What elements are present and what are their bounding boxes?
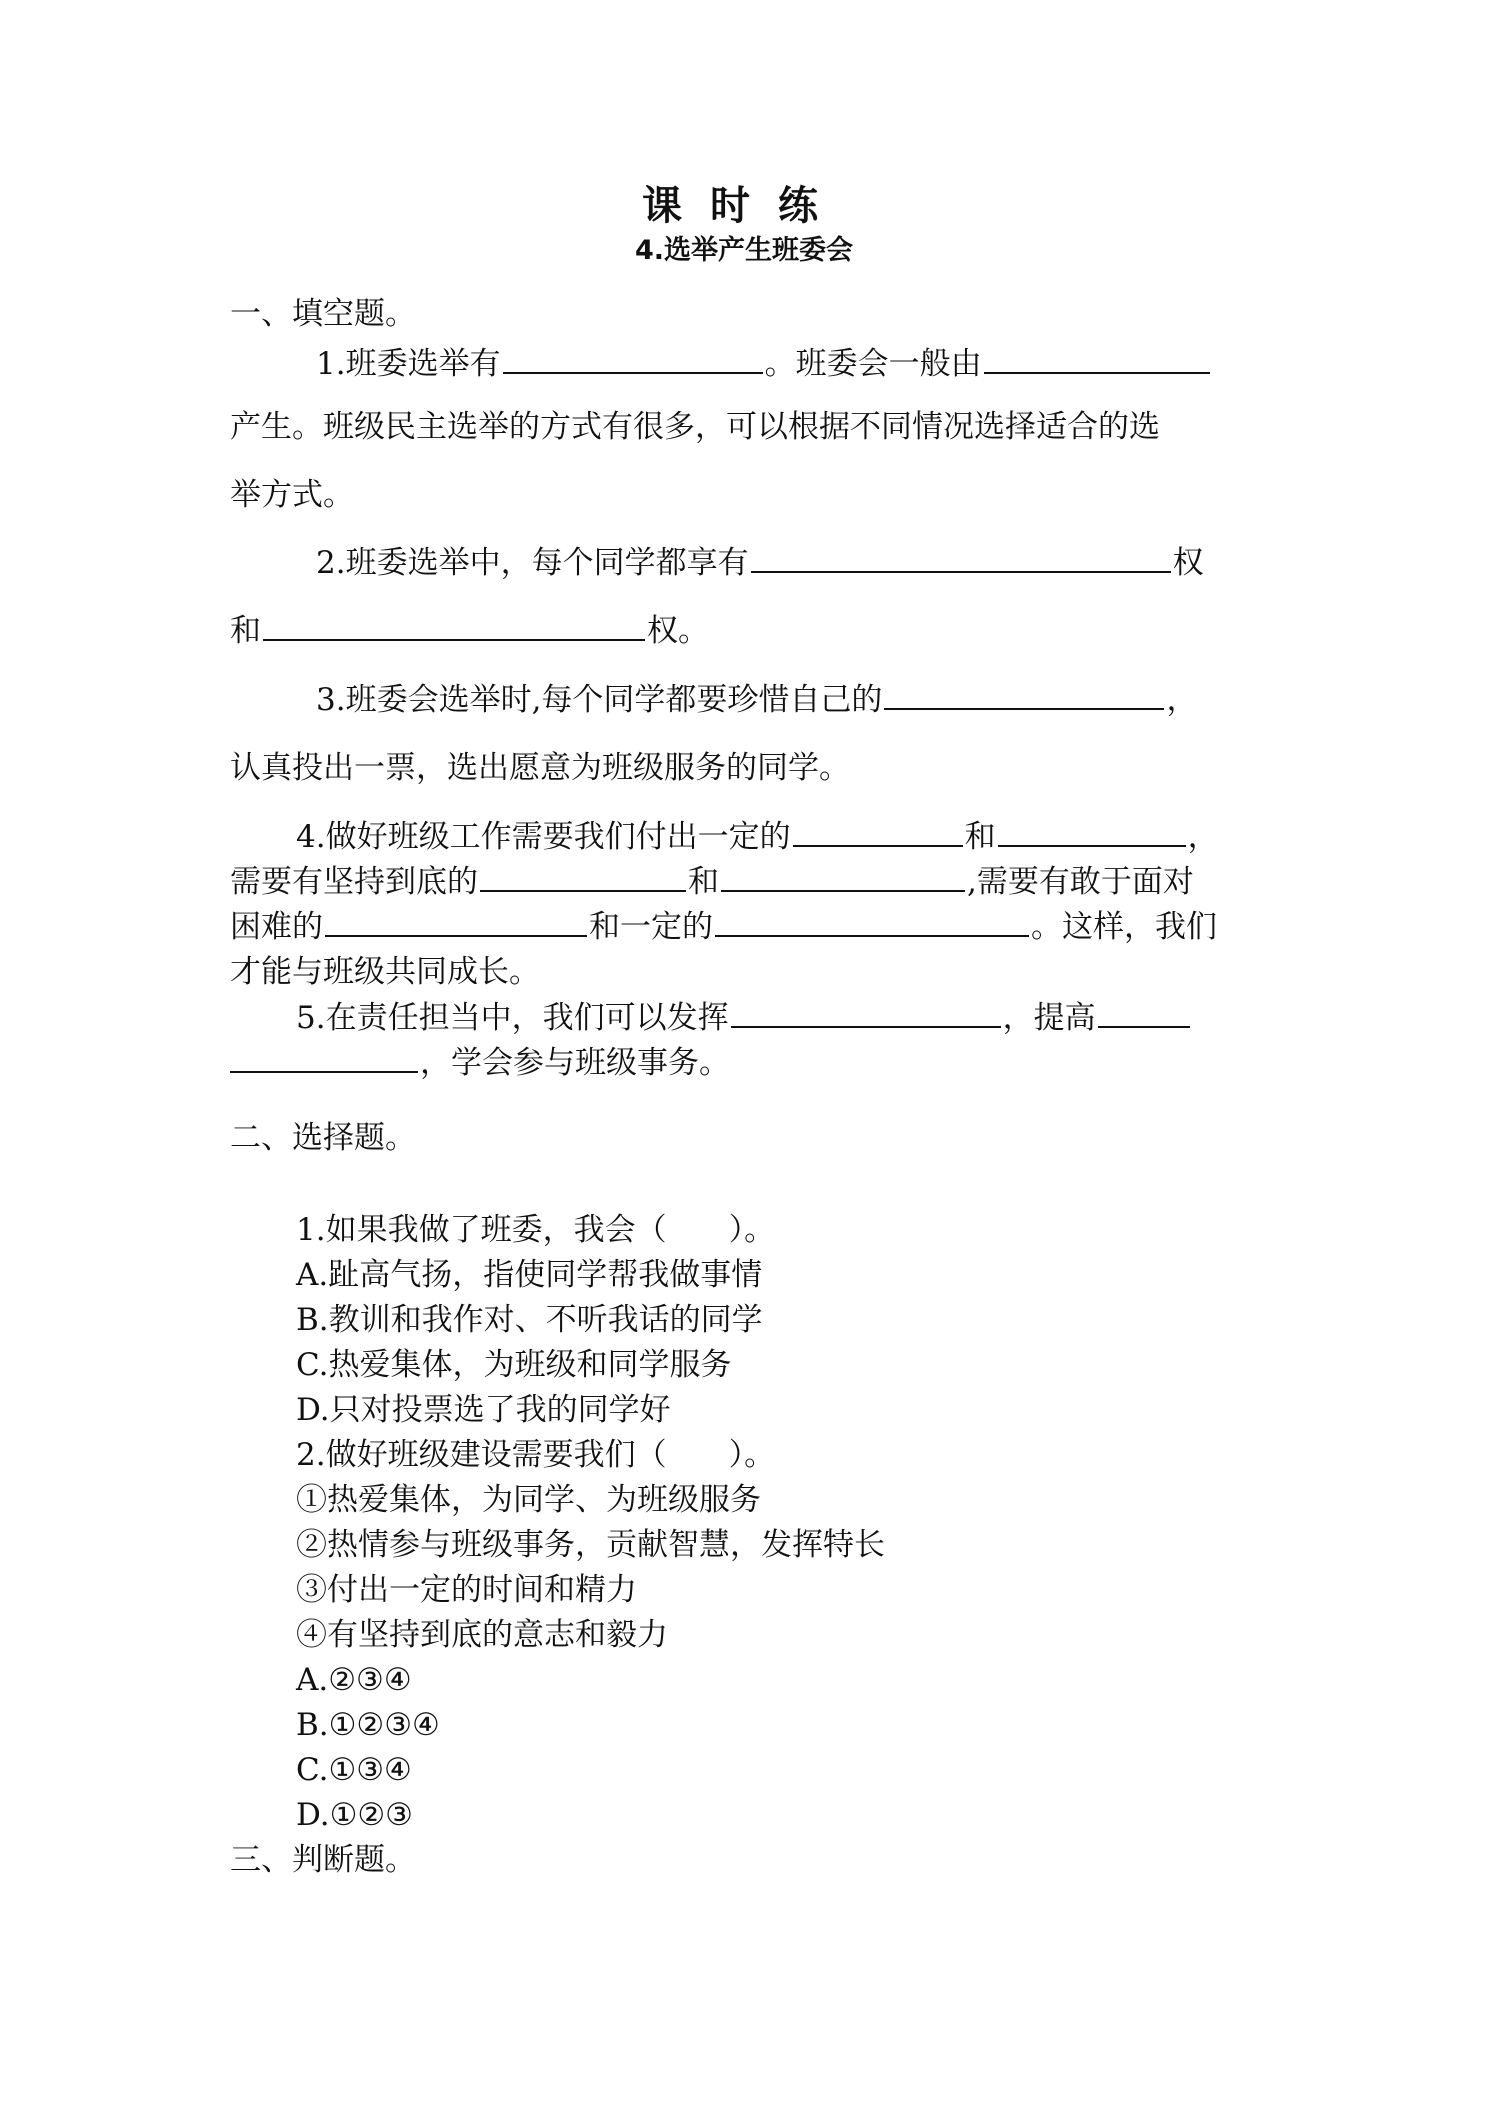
mc-q1-option-a[interactable]: A.趾高气扬，指使同学帮我做事情: [296, 1257, 763, 1293]
q3-blank-1[interactable]: [884, 678, 1164, 710]
mc-q2-statement-1: ①热爱集体，为同学、为班级服务: [296, 1482, 761, 1518]
q4-blank-6[interactable]: [715, 905, 1029, 937]
q2-line2: [230, 609, 1270, 653]
mc-q2-statement-3: ③付出一定的时间和精力: [296, 1572, 637, 1608]
q5-text-1: 5.在责任担当中，我们可以发挥: [296, 1000, 729, 1036]
q4-blank-5[interactable]: [325, 905, 587, 937]
section-heading-multiple-choice: 二、选择题。: [230, 1120, 416, 1156]
mc-q1-option-b[interactable]: B.教训和我作对、不听我话的同学: [296, 1302, 763, 1338]
q2-text-4: 权。: [647, 613, 709, 649]
q4-text-3: ，: [1187, 819, 1219, 855]
q1-text-2: 。班委会一般由: [764, 346, 982, 382]
q1-line3: 举方式。: [230, 477, 354, 513]
mc-q1-stem: 1.如果我做了班委，我会（ ）。: [296, 1212, 776, 1248]
mc-q2-statement-4: ④有坚持到底的意志和毅力: [296, 1617, 668, 1653]
mc-q2-stem: 2.做好班级建设需要我们（ ）。: [296, 1437, 776, 1473]
q1-line2: 产生。班级民主选举的方式有很多，可以根据不同情况选择适合的选: [230, 409, 1160, 445]
q4-line1: [296, 815, 1336, 859]
q3-line1: [316, 678, 1356, 722]
q4-line3: [230, 905, 1270, 949]
q4-text-4: 需要有坚持到底的: [230, 864, 478, 900]
q3-text-1: 3.班委会选举时,每个同学都要珍惜自己的: [316, 682, 883, 718]
q4-text-1: 4.做好班级工作需要我们付出一定的: [296, 819, 791, 855]
page-title: 课时练: [642, 183, 846, 229]
q5-blank-1[interactable]: [731, 996, 1001, 1028]
q2-text-3: 和: [230, 613, 261, 649]
q4-text-5: 和: [688, 864, 719, 900]
q5-line1: [296, 996, 1336, 1040]
mc-q2-statement-2: ②热情参与班级事务，贡献智慧，发挥特长: [296, 1527, 885, 1563]
q4-text-6: ,需要有敢于面对: [967, 864, 1194, 900]
q1-blank-2[interactable]: [984, 342, 1210, 374]
section-heading-true-false: 三、判断题。: [230, 1842, 416, 1878]
mc-q2-option-b[interactable]: B.①②③④: [296, 1707, 440, 1743]
mc-q2-option-c[interactable]: C.①③④: [296, 1752, 412, 1788]
mc-q1-option-c[interactable]: C.热爱集体，为班级和同学服务: [296, 1347, 732, 1383]
q4-line2: [230, 860, 1270, 904]
q4-text-2: 和: [964, 819, 996, 855]
q2-blank-1[interactable]: [751, 541, 1171, 573]
section-heading-fill-in: 一、填空题。: [230, 296, 416, 332]
q2-text-1: 2.班委选举中，每个同学都享有: [316, 545, 749, 581]
q5-blank-2b[interactable]: [230, 1041, 418, 1073]
q1-text-1: 1.班委选举有: [316, 346, 501, 382]
q2-line1: [316, 541, 1356, 585]
q4-line4: 才能与班级共同成长。: [230, 954, 540, 990]
mc-q1-option-d[interactable]: D.只对投票选了我的同学好: [296, 1392, 671, 1428]
q5-blank-2a[interactable]: [1098, 996, 1190, 1028]
q2-blank-2[interactable]: [263, 609, 645, 641]
q1-blank-1[interactable]: [503, 342, 763, 374]
q4-blank-3[interactable]: [480, 860, 686, 892]
q4-text-9: 。这样，我们: [1031, 909, 1217, 945]
page-subtitle: 4.选举产生班委会: [634, 235, 854, 266]
q5-line2: [230, 1041, 1270, 1085]
q4-text-7: 困难的: [230, 909, 323, 945]
q2-text-2: 权: [1172, 545, 1204, 581]
q5-text-3: ，学会参与班级事务。: [420, 1045, 730, 1081]
mc-q2-option-a[interactable]: A.②③④: [296, 1662, 412, 1698]
mc-q2-option-d[interactable]: D.①②③: [296, 1797, 413, 1833]
q4-blank-1[interactable]: [793, 815, 963, 847]
q5-text-2: ，提高: [1002, 1000, 1096, 1036]
q3-line2: 认真投出一票，选出愿意为班级服务的同学。: [230, 750, 850, 786]
q4-text-8: 和一定的: [589, 909, 713, 945]
q1-line1: [316, 342, 1356, 386]
q4-blank-4[interactable]: [721, 860, 965, 892]
q4-blank-2[interactable]: [998, 815, 1186, 847]
q3-text-2: ，: [1166, 682, 1198, 718]
